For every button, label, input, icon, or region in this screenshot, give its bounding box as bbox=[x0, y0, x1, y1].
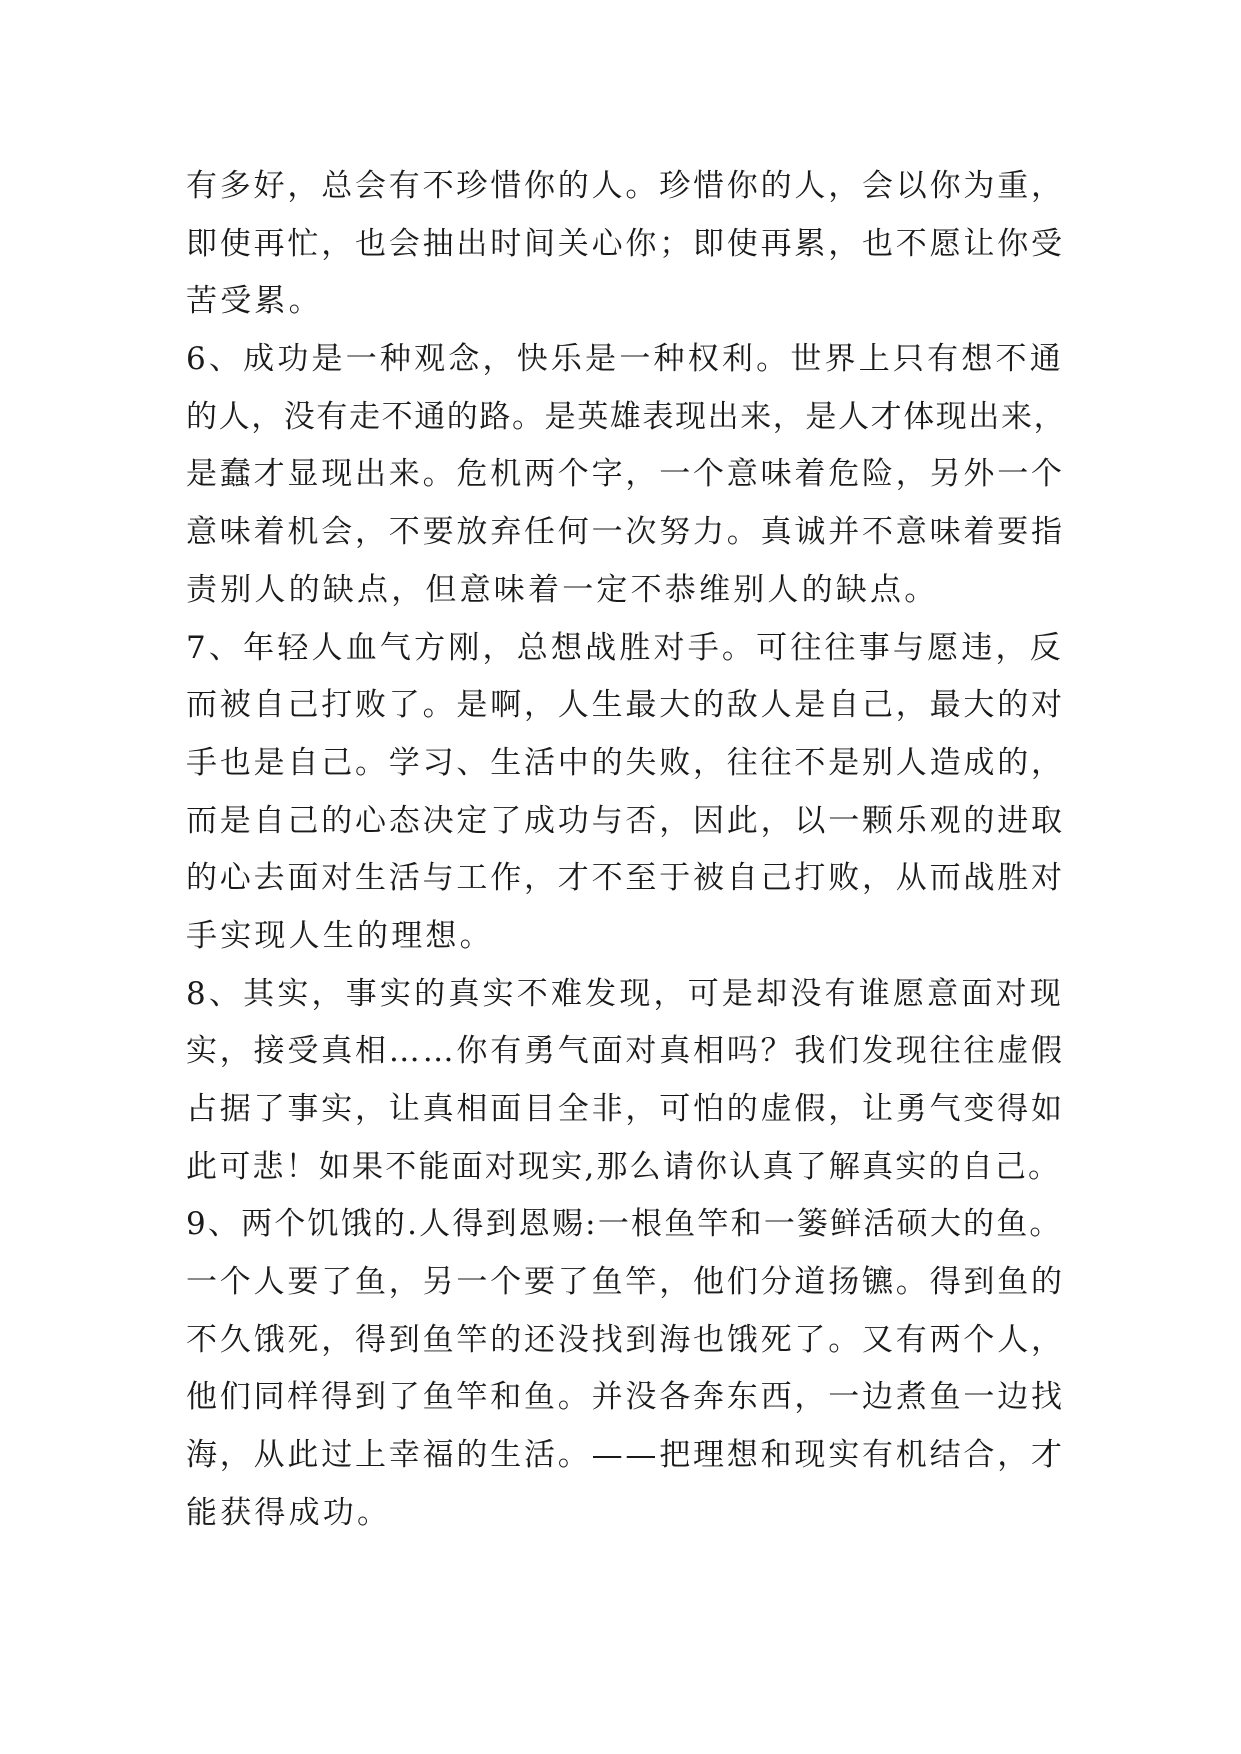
text-line: 苦受累。 bbox=[186, 283, 323, 320]
body-text bbox=[186, 158, 1066, 1543]
text-line: 不久饿死，得到鱼竿的还没找到海也饿死了。又有两个人， bbox=[186, 1321, 1065, 1358]
text-line: 即使再忙，也会抽出时间关心你；即使再累，也不愿让你受 bbox=[186, 225, 1065, 262]
text-line: 是蠢才显现出来。危机两个字，一个意味着危险，另外一个 bbox=[186, 456, 1065, 493]
text-line: 此可悲！如果不能面对现实,那么请你认真了解真实的自己。 bbox=[186, 1148, 1062, 1185]
text-line: 6、成功是一种观念，快乐是一种权利。世界上只有想不通 bbox=[186, 341, 1064, 378]
text-line: 意味着机会，不要放弃任何一次努力。真诚并不意味着要指 bbox=[186, 514, 1065, 551]
text-line: 责别人的缺点，但意味着一定不恭维别人的缺点。 bbox=[186, 571, 939, 608]
text-line: 他们同样得到了鱼竿和鱼。并没各奔东西，一边煮鱼一边找 bbox=[186, 1379, 1065, 1416]
text-line: 实，接受真相……你有勇气面对真相吗？我们发现往往虚假 bbox=[186, 1033, 1065, 1070]
text-line: 而是自己的心态决定了成功与否，因此，以一颗乐观的进取 bbox=[186, 802, 1065, 839]
text-line: 9、两个饥饿的.人得到恩赐:一根鱼竿和一篓鲜活硕大的鱼。 bbox=[186, 1206, 1063, 1243]
text-line: 海，从此过上幸福的生活。——把理想和现实有机结合，才 bbox=[186, 1437, 1065, 1474]
text-line: 的心去面对生活与工作，才不至于被自己打败，从而战胜对 bbox=[186, 860, 1065, 897]
text-line: 手也是自己。学习、生活中的失败，往往不是别人造成的， bbox=[186, 744, 1065, 781]
text-line: 而被自己打败了。是啊，人生最大的敌人是自己，最大的对 bbox=[186, 687, 1065, 724]
text-line: 8、其实，事实的真实不难发现，可是却没有谁愿意面对现 bbox=[186, 975, 1064, 1012]
text-line: 的人，没有走不通的路。是英雄表现出来，是人才体现出来， bbox=[186, 398, 1067, 435]
text-line: 有多好，总会有不珍惜你的人。珍惜你的人，会以你为重， bbox=[186, 168, 1065, 204]
text-line: 能获得成功。 bbox=[186, 1494, 392, 1531]
text-line: 7、年轻人血气方刚，总想战胜对手。可往往事与愿违，反 bbox=[186, 629, 1064, 666]
text-line: 一个人要了鱼，另一个要了鱼竿，他们分道扬镳。得到鱼的 bbox=[186, 1264, 1065, 1301]
text-line: 占据了事实，让真相面目全非，可怕的虚假，让勇气变得如 bbox=[186, 1091, 1065, 1127]
text-line: 手实现人生的理想。 bbox=[186, 917, 494, 954]
